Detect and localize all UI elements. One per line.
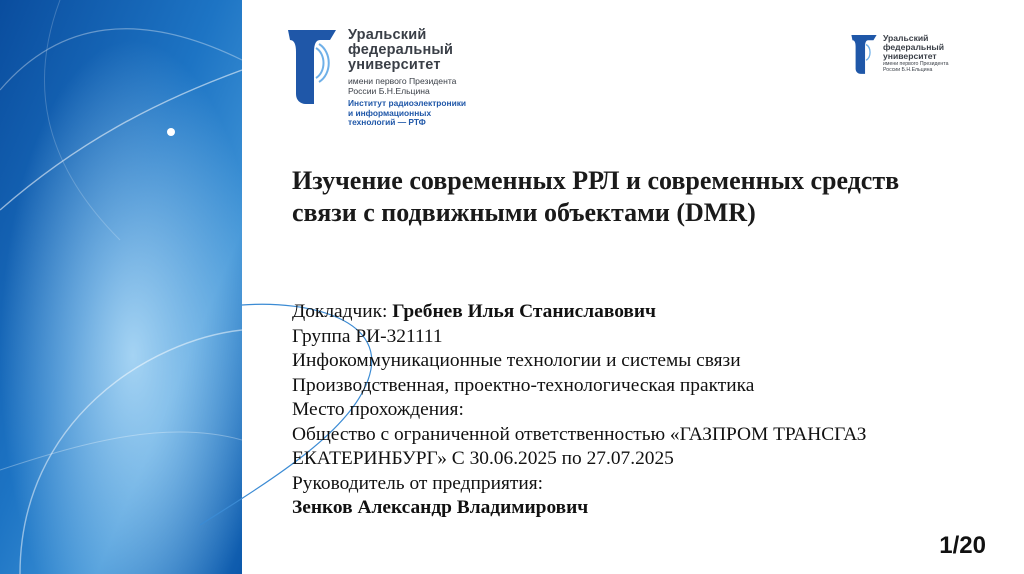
- slide-title-line-1: Изучение современных РРЛ и современных средств: [292, 166, 900, 195]
- slide-title-line-2: связи с подвижными объектами (DMR): [292, 198, 756, 227]
- page-number: 1/20: [939, 532, 986, 559]
- speaker-line: [292, 300, 992, 325]
- logo-institute-1: Институт радиоэлектроники: [348, 98, 467, 108]
- urfu-emblem-small-icon: [850, 34, 878, 76]
- supervisor-label: Руководитель от предприятия:: [292, 472, 544, 494]
- logo-line-3: университет: [348, 57, 441, 73]
- place-label: Место прохождения:: [292, 399, 464, 420]
- small-logo-line-2: федеральный: [883, 42, 945, 52]
- logo-institute-2: и информационных: [348, 107, 432, 118]
- university-logo-small: [850, 34, 948, 76]
- university-logo: [286, 28, 466, 128]
- slide-title: [292, 165, 1012, 229]
- small-logo-line-3: университет: [883, 51, 937, 61]
- small-logo-sub-2: России Б.Н.Ельцина: [883, 67, 933, 73]
- logo-institute-3: технологий — РТФ: [348, 117, 426, 127]
- small-logo-sub-1: имени первого Президента: [883, 61, 949, 67]
- practice-line: Производственная, проектно-технологическая практика: [292, 374, 755, 396]
- logo-sub-1: имени первого Президента: [348, 76, 457, 86]
- organization-line-1: Общество с ограниченной ответственностью «ГАЗПРОМ ТРАНСГАЗ: [292, 423, 867, 445]
- program-line: Инфокоммуникационные технологии и системы связи: [292, 350, 741, 371]
- speaker-name: Гребнев Илья Станиславович: [392, 301, 656, 322]
- organization-line-2: ЕКАТЕРИНБУРГ» С 30.06.2025 по 27.07.2025: [292, 448, 674, 469]
- supervisor-name: Зенков Александр Владимирович: [292, 497, 589, 518]
- speaker-label: Докладчик:: [292, 301, 393, 322]
- orbit-dot: [167, 128, 175, 136]
- report-info: [292, 300, 992, 521]
- logo-line-2: федеральный: [348, 42, 454, 58]
- logo-sub-2: России Б.Н.Ельцина: [348, 86, 430, 96]
- group-line: Группа РИ-321111: [292, 325, 443, 347]
- logo-line-1: Уральский: [348, 27, 427, 43]
- small-logo-line-1: Уральский: [883, 33, 929, 43]
- urfu-emblem-icon: [286, 28, 338, 108]
